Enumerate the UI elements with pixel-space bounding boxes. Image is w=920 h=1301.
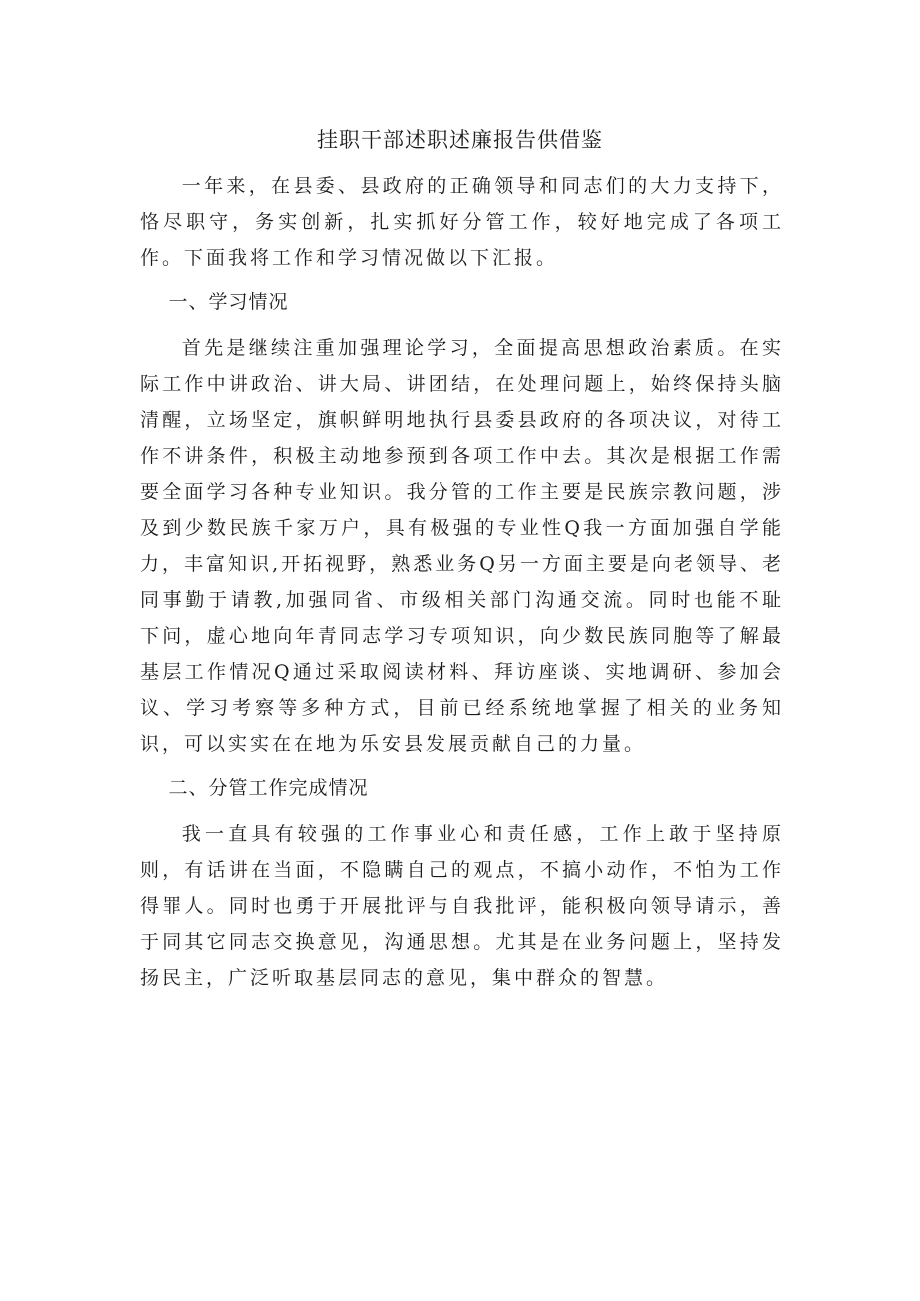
intro-paragraph: 一年来，在县委、县政府的正确领导和同志们的大力支持下，恪尽职守，务实创新，扎实抓好分管工作，较好地完成了各项工作。下面我将工作和学习情况做以下汇报。	[140, 175, 784, 269]
document-title: 挂职干部述职述廉报告供借鉴	[317, 128, 603, 152]
section-heading-study: 一、学习情况	[168, 291, 289, 313]
work-paragraph: 我一直具有较强的工作事业心和责任感，工作上敢于坚持原则，有话讲在当面，不隐瞒自己的观点，不搞小动作，不怕为工作得罪人。同时也勇于开展批评与自我批评，能积极向领导请示，善于同其它同志交换意见，沟通思想。尤其是在业务问题上，坚持发扬民主，广泛听取基层同志的意见，集中群众的智慧。	[140, 823, 784, 989]
section-heading-work: 二、分管工作完成情况	[168, 777, 369, 799]
document-body	[140, 168, 784, 996]
study-paragraph: 首先是继续注重加强理论学习，全面提高思想政治素质。在实际工作中讲政治、讲大局、讲团结，在处理问题上，始终保持头脑清醒，立场坚定，旗帜鲜明地执行县委县政府的各项决议，对待工作不讲条件，积极主动地参预到各项工作中去。其次是根据工作需要全面学习各种专业知识。我分管的工作主要是民族宗教问题，涉及到少数民族千家万户，具有极强的专业性Q我一方面加强自学能力，丰富知识,开拓视野，熟悉业务Q另一方面主要是向老领导、老同事勤于请教,加强同省、市级相关部门沟通交流。同时也能不耻下问，虚心地向年青同志学习专项知识，向少数民族同胞等了解最基层工作情况Q通过采取阅读材料、拜访座谈、实地调研、参加会议、学习考察等多种方式，目前已经系统地掌握了相关的业务知识，可以实实在在地为乐安县发展贡献自己的力量。	[140, 337, 784, 755]
